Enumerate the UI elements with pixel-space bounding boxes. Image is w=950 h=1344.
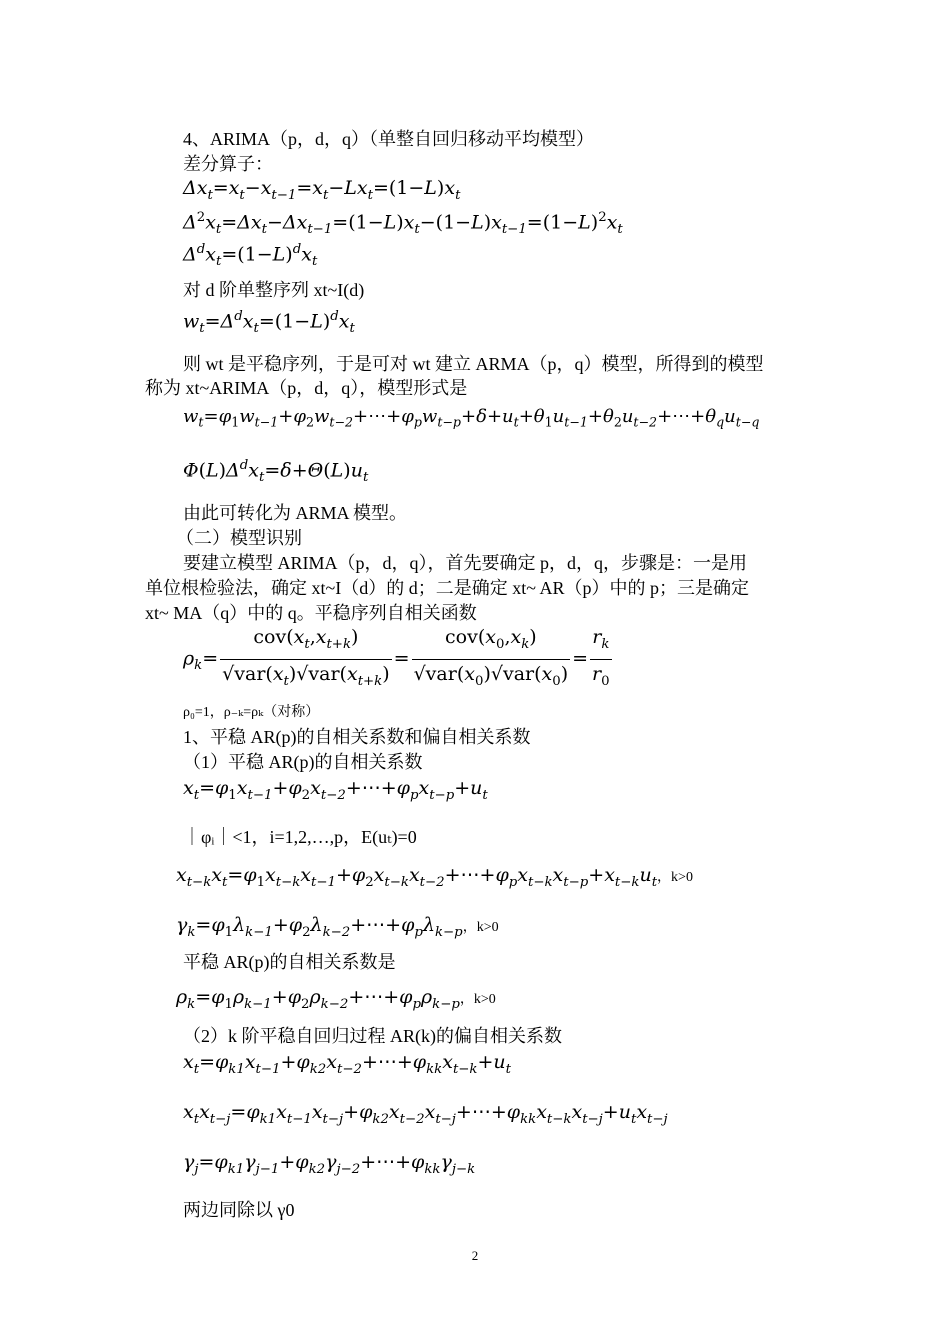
equation-ar-p: $x_t=\varphi_1x_{t-1}+\varphi_2x_{t-2}+\cdots+\varphi_px_{t-p}+u_t$ bbox=[183, 777, 488, 803]
equation-condition: ，k>0 bbox=[657, 870, 693, 885]
text-difference-operator: 差分算子： bbox=[183, 154, 273, 174]
text-convert-arma: 由此可转化为 ARMA 模型。 bbox=[183, 503, 408, 523]
paragraph2-line-3: xt~ MA（q）中的 q。平稳序列自相关函数 bbox=[145, 603, 477, 623]
equation-yule-walker: $\gamma_j=\varphi_{k1}\gamma_{j-1}+\varphi_{k2}\gamma_{j-2}+\cdots+\varphi_{kk}\gamma_{j-k}$ bbox=[183, 1151, 476, 1177]
equation-lagged-product: $x_{t-k}x_t=\varphi_1x_{t-k}x_{t-1}+\varphi_2x_{t-k}x_{t-2}+\cdots+\varphi_px_{t-k}x_{t-p}+x_{t-k}u_t$，k>0 bbox=[176, 864, 693, 890]
equation-arima-model: $w_t=\varphi_1w_{t-1}+\varphi_2w_{t-2}+\cdots+\varphi_pw_{t-p}+\delta+u_t+\theta_1u_{t-1}+\theta_2u_{t-2}+\cdots+\theta_qu_{t-q}$ bbox=[183, 406, 760, 430]
heading-pacf: （2）k 阶平稳自回归过程 AR(k)的偏自相关系数 bbox=[183, 1026, 562, 1046]
text-divide-gamma0: 两边同除以 γ0 bbox=[183, 1200, 295, 1220]
text-stationarity-condition: ｜φᵢ｜<1，i=1,2,…,p，E(uₜ)=0 bbox=[183, 827, 417, 847]
equation-ar-k-product: $x_tx_{t-j}=\varphi_{k1}x_{t-1}x_{t-j}+\varphi_{k2}x_{t-2}x_{t-j}+\cdots+\varphi_{kk}x_{t-k}x_{t-j}+u_tx_{t-j}$ bbox=[183, 1101, 668, 1127]
equation-second-difference: $\Delta^2x_t=\Delta x_t-\Delta x_{t-1}=(1-L)x_t-(1-L)x_{t-1}=(1-L)^2x_t$ bbox=[183, 210, 623, 238]
paragraph2-line-2: 单位根检验法，确定 xt~I（d）的 d；二是确定 xt~ AR（p）中的 p；三是确定 bbox=[145, 578, 749, 598]
section-heading-identification: （二）模型识别 bbox=[176, 528, 302, 548]
page-number: 2 bbox=[471, 1248, 479, 1263]
equation-d-difference: $\Delta^dx_t=(1-L)^dx_t$ bbox=[183, 242, 318, 270]
equation-ar-k: $x_t=\varphi_{k1}x_{t-1}+\varphi_{k2}x_{t-2}+\cdots+\varphi_{kk}x_{t-k}+u_t$ bbox=[183, 1051, 511, 1077]
equation-autocovariance: $\gamma_k=\varphi_1\lambda_{k-1}+\varphi_2\lambda_{k-2}+\cdots+\varphi_p\lambda_{k-p}$，k>0 bbox=[176, 914, 499, 940]
heading-ar-acf-pacf: 1、平稳 AR(p)的自相关系数和偏自相关系数 bbox=[183, 727, 531, 747]
equation-condition: ，k>0 bbox=[459, 992, 496, 1007]
text-integrated-series: 对 d 阶单整序列 xt~I(d) bbox=[183, 280, 365, 300]
equation-wt-definition: $w_t=\Delta^dx_t=(1-L)^dx_t$ bbox=[183, 309, 355, 337]
equation-autocorrelation: $\rho_k=$ $\frac{cov(x_t,x_{t+k})}{√var(x_t)√var(x_{t+k})}$ = $\frac{cov(x_0,x_k)}{√var(x_0)√var(x_0)}$ = $\frac{r_k}{r_0}$ bbox=[183, 626, 610, 689]
heading-ar-acf: （1）平稳 AR(p)的自相关系数 bbox=[183, 752, 423, 772]
paragraph2-line-1: 要建立模型 ARIMA（p，d，q），首先要确定 p，d，q，步骤是：一是用 bbox=[183, 553, 748, 573]
section-heading-arima: 4、ARIMA（p，d，q）（单整自回归移动平均模型） bbox=[183, 129, 595, 149]
paragraph-line-1: 则 wt 是平稳序列，于是可对 wt 建立 ARMA（p，q）模型，所得到的模型 bbox=[183, 354, 764, 374]
text-ar-acf-is: 平稳 AR(p)的自相关系数是 bbox=[183, 952, 396, 972]
text-rho-properties: ρ₀=1，ρ₋ₖ=ρₖ（对称） bbox=[183, 705, 320, 720]
equation-condition: ，k>0 bbox=[462, 920, 499, 935]
equation-first-difference: $\Delta x_t=x_t-x_{t-1}=x_t-Lx_t=(1-L)x_t$ bbox=[183, 177, 461, 203]
equation-lag-polynomial: $\Phi(L)\Delta^dx_t=\delta+\Theta(L)u_t$ bbox=[183, 458, 369, 486]
equation-autocorrelation-ar: $\rho_k=\varphi_1\rho_{k-1}+\varphi_2\rho_{k-2}+\cdots+\varphi_p\rho_{k-p}$，k>0 bbox=[176, 986, 496, 1012]
paragraph-line-2: 称为 xt~ARIMA（p，d，q），模型形式是 bbox=[145, 378, 468, 398]
